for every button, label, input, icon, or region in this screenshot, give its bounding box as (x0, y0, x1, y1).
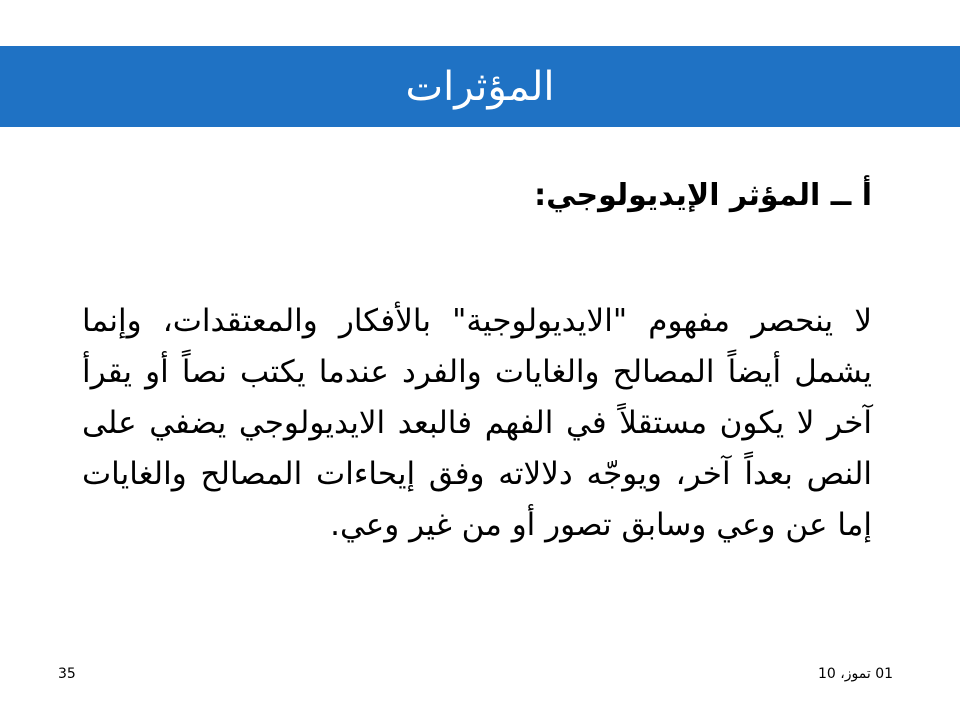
page-number: 35 (58, 666, 76, 682)
slide-title: المؤثرات (405, 63, 555, 110)
slide-body-paragraph: لا ينحصر مفهوم "الايديولوجية" بالأفكار والمعتقدات، وإنما يشمل أيضاً المصالح والغايات والفرد عندما يكتب نصاً أو يقرأ آخر لا يكون مستقلاً في الفهم فالبعد الايديولوجي يضفي على النص بعداً آخر، ويوجّه دلالاته وفق إيحاءات المصالح والغايات إما عن وعي وسابق تصور أو من غير وعي. (82, 303, 872, 543)
slide-subheading: أ ــ المؤثر الإيديولوجي: (534, 178, 872, 213)
title-bar (0, 46, 960, 127)
footer-date: 01 تموز، 10 (818, 666, 894, 682)
